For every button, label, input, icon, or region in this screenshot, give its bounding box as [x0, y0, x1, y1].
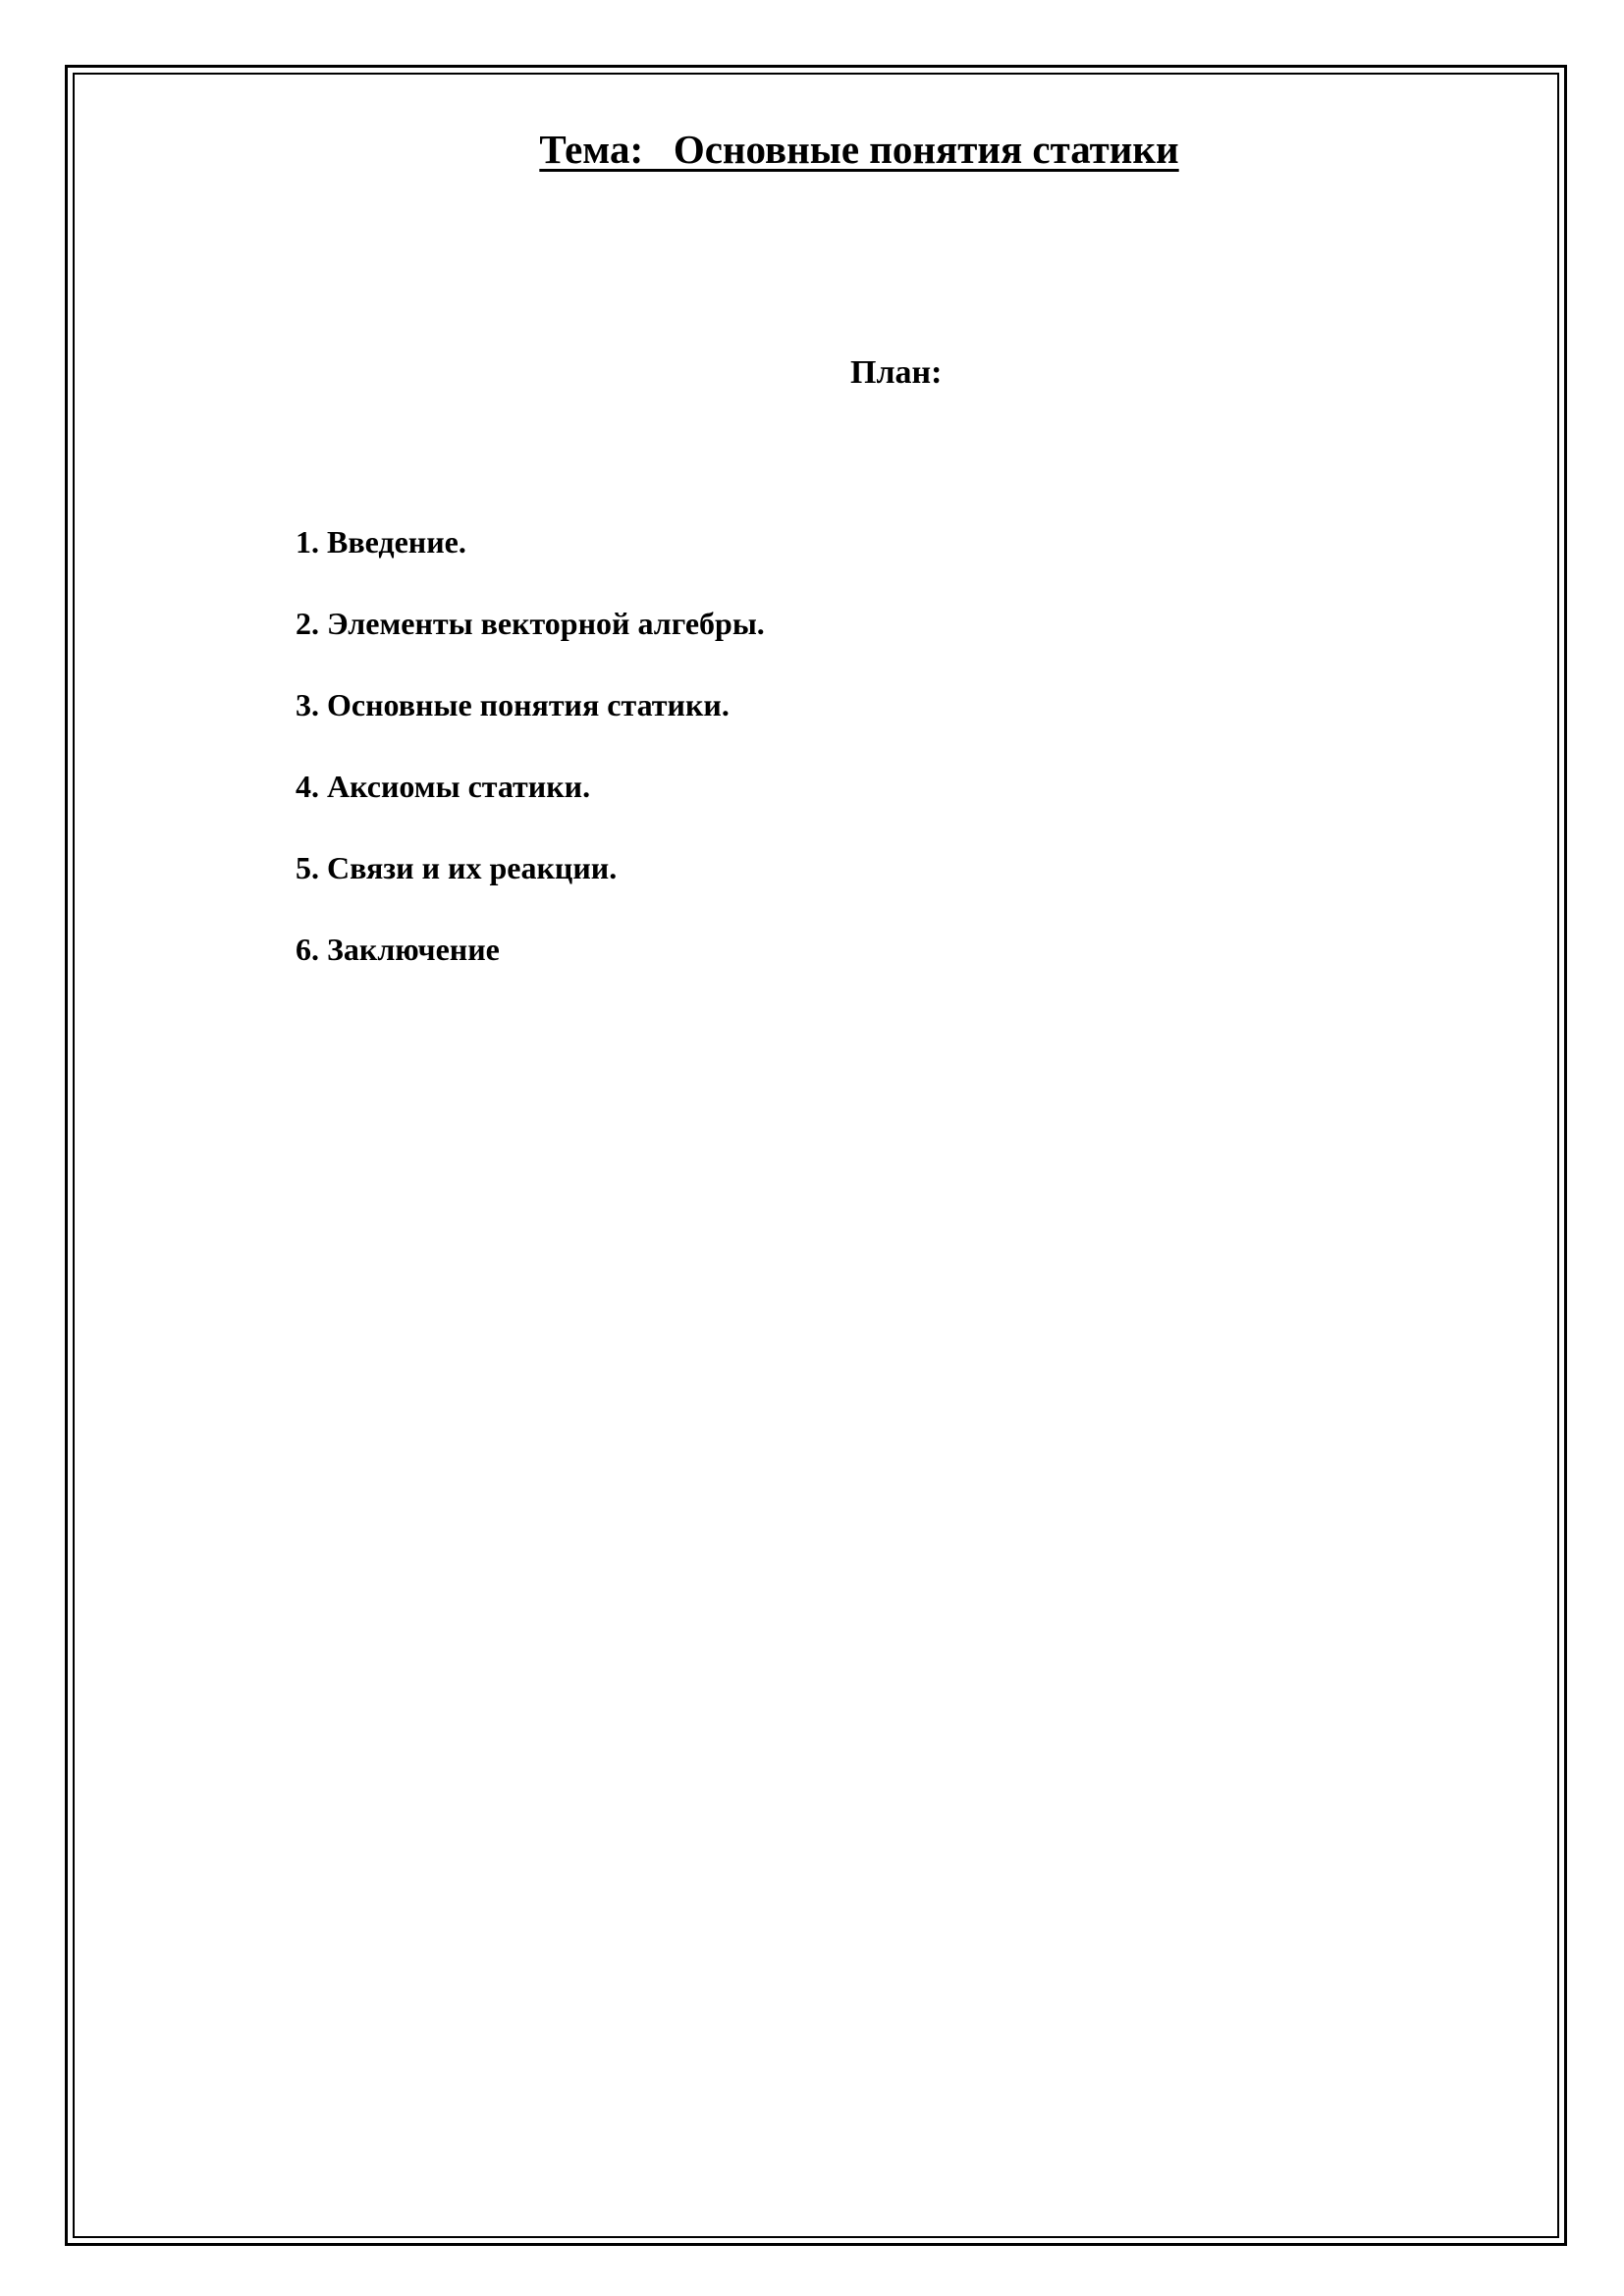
plan-item: 3. Основные понятия статики. — [296, 687, 730, 722]
plan-item: 5. Связи и их реакции. — [296, 850, 618, 885]
plan-item: 6. Заключение — [296, 932, 500, 967]
plan-heading: План: — [850, 354, 943, 391]
plan-item: 4. Аксиомы статики. — [296, 769, 591, 804]
plan-list — [296, 520, 765, 1009]
page-title-text: Тема: Основные понятия статики — [539, 127, 1179, 172]
page-border-inner — [73, 73, 1559, 2238]
plan-item: 2. Элементы векторной алгебры. — [296, 606, 765, 641]
plan-item: 1. Введение. — [296, 524, 466, 560]
page-title — [0, 122, 1624, 177]
